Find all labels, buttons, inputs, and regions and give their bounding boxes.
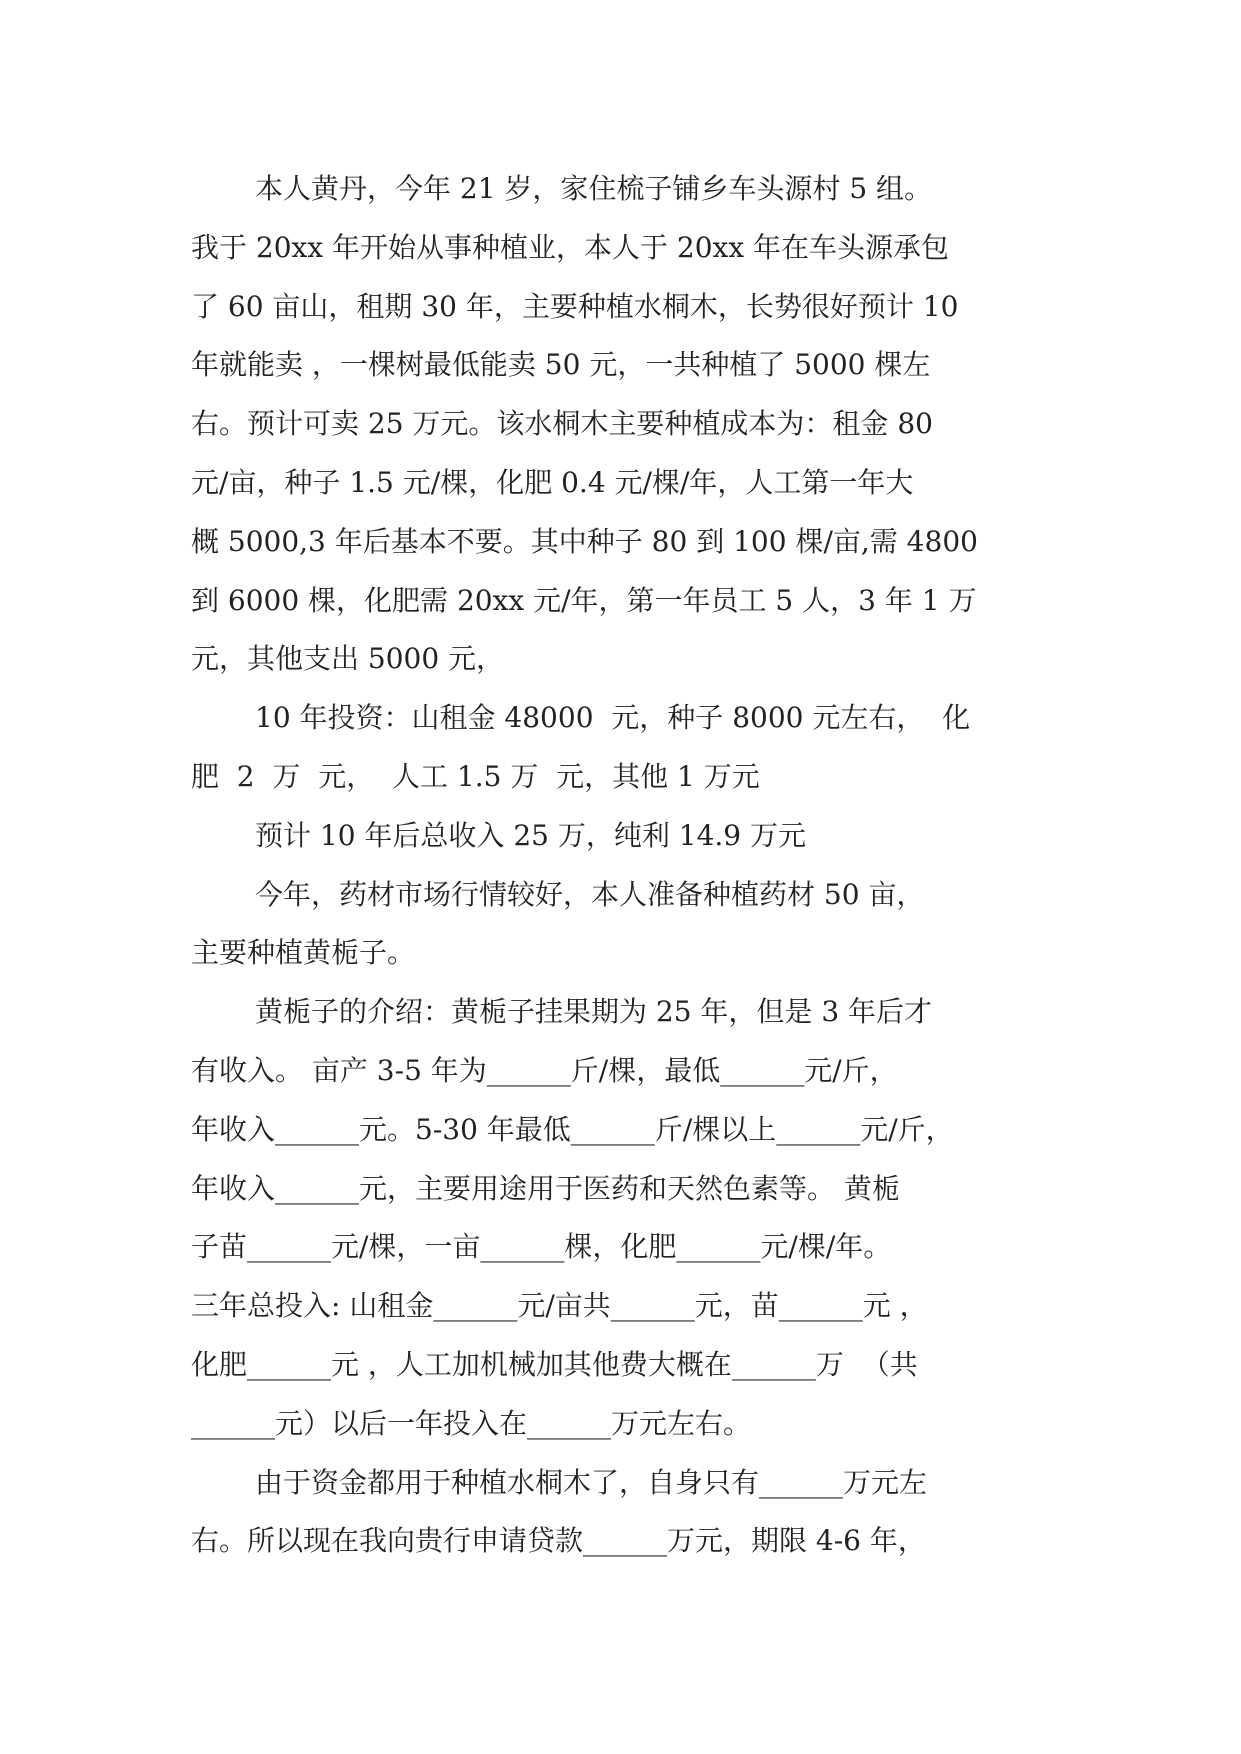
paragraph-line: 本人黄丹，今年 21 岁，家住梳子铺乡车头源村 5 组。 bbox=[255, 172, 933, 205]
paragraph-line: 子苗______元/棵，一亩______棵，化肥______元/棵/年。 bbox=[191, 1230, 892, 1264]
paragraph-line: 到 6000 棵，化肥需 20xx 元/年，第一年员工 5 人，3 年 1 万 bbox=[191, 583, 977, 617]
paragraph-line: ______元）以后一年投入在______万元左右。 bbox=[191, 1406, 752, 1440]
paragraph-line: 黄栀子的介绍：黄栀子挂果期为 25 年，但是 3 年后才 bbox=[255, 995, 933, 1029]
paragraph-line: 预计 10 年后总收入 25 万，纯利 14.9 万元 bbox=[255, 818, 807, 852]
paragraph-line: 右。所以现在我向贵行申请贷款______万元，期限 4-6 年， bbox=[191, 1524, 926, 1558]
paragraph-line: 肥 2 万 元， 人工 1.5 万 元，其他 1 万元 bbox=[191, 759, 760, 793]
paragraph-line: 三年总投入: 山租金______元/亩共______元，苗______元 ， bbox=[191, 1289, 928, 1323]
paragraph-line: 主要种植黄栀子。 bbox=[191, 936, 416, 970]
paragraph-line: 有收入。 亩产 3-5 年为______斤/棵，最低______元/斤， bbox=[191, 1053, 898, 1087]
paragraph-line: 年就能卖 ，一棵树最低能卖 50 元，一共种植了 5000 棵左 bbox=[191, 348, 931, 382]
paragraph-line: 元，其他支出 5000 元， bbox=[191, 642, 505, 676]
paragraph-line: 今年，药材市场行情较好，本人准备种植药材 50 亩， bbox=[255, 877, 925, 911]
paragraph-line: 由于资金都用于种植水桐木了，自身只有______万元左 bbox=[255, 1465, 928, 1499]
paragraph-line: 右。预计可卖 25 万元。该水桐木主要种植成本为：租金 80 bbox=[191, 407, 933, 441]
document-body bbox=[191, 160, 1051, 1571]
paragraph-line: 元/亩，种子 1.5 元/棵，化肥 0.4 元/棵/年，人工第一年大 bbox=[191, 465, 914, 499]
paragraph-line: 了 60 亩山，租期 30 年，主要种植水桐木，长势很好预计 10 bbox=[191, 289, 959, 323]
paragraph-line: 10 年投资：山租金 48000 元，种子 8000 元左右， 化 bbox=[255, 701, 971, 735]
paragraph-line: 我于 20xx 年开始从事种植业，本人于 20xx 年在车头源承包 bbox=[191, 230, 950, 264]
paragraph-line: 化肥______元 ，人工加机械加其他费大概在______万 （共 bbox=[191, 1347, 918, 1381]
paragraph-line: 年收入______元。5-30 年最低______斤/棵以上______元/斤， bbox=[191, 1112, 954, 1146]
paragraph-line: 年收入______元，主要用途用于医药和天然色素等。 黄栀 bbox=[191, 1171, 900, 1205]
paragraph-line: 概 5000,3 年后基本不要。其中种子 80 到 100 棵/亩,需 4800 bbox=[191, 524, 978, 558]
